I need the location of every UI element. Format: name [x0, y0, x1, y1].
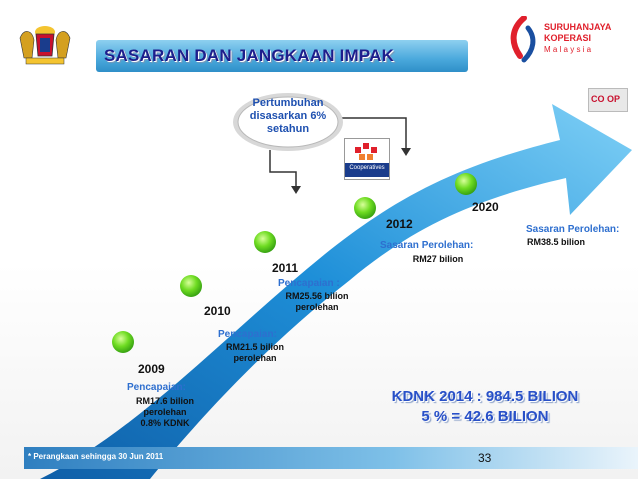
coop-logo	[588, 88, 628, 112]
year-2010: 2010	[204, 304, 231, 318]
cooperatives-badge-label: Cooperatives	[349, 165, 385, 171]
values-2011	[272, 291, 362, 313]
cooperatives-badge	[344, 138, 390, 180]
value-2009-kdnk: 0.8% KDNK	[140, 418, 190, 428]
value-2011-amount: RM25.56 bilion	[285, 291, 349, 301]
year-2020: 2020	[472, 200, 499, 214]
growth-line-2: disasarkan 6%	[249, 110, 327, 122]
milestone-dot-2010	[180, 275, 202, 297]
value-2020-amount: RM38.5 bilion	[526, 237, 585, 247]
suruhanjaya-koperasi-logo	[506, 14, 634, 78]
year-2011: 2011	[272, 261, 299, 275]
values-2020	[516, 237, 596, 248]
malaysia-coat-of-arms-icon	[14, 12, 76, 68]
slide-title: SASARAN DAN JANGKAAN IMPAK	[104, 46, 395, 65]
value-2012-amount: RM27 bilion	[412, 254, 464, 264]
suruhanjaya-koperasi-logo-icon	[506, 16, 540, 66]
label-2010: Pencapaian:	[218, 329, 277, 340]
kdnk-line-1: KDNK 2014 : 984.5 BILION	[391, 388, 579, 405]
value-2011-unit: perolehan	[295, 302, 339, 312]
cooperatives-year-badge-icon	[353, 141, 381, 163]
growth-bubble-text	[236, 97, 340, 136]
label-2020: Sasaran Perolehan:	[526, 224, 620, 235]
growth-line-1: Pertumbuhan	[252, 97, 324, 109]
milestone-dot-2020	[455, 173, 477, 195]
bubble-connector-left-arrowhead	[291, 186, 301, 194]
growth-line-3: setahun	[266, 123, 310, 135]
coop-logo-icon: CO OP	[591, 94, 621, 104]
agency-name-line1: SURUHANJAYA	[544, 22, 612, 32]
milestone-dot-2011	[254, 231, 276, 253]
label-2011: Pencapaian :	[278, 278, 340, 289]
values-2012	[398, 254, 478, 265]
value-2009-unit: perolehan	[143, 407, 187, 417]
bubble-connector-right-arrowhead	[401, 148, 411, 156]
page-number: 33	[478, 451, 492, 465]
value-2010-amount: RM21.5 bilion	[225, 342, 284, 352]
agency-name-line2: KOPERASI	[544, 33, 592, 43]
values-2009	[120, 396, 210, 429]
milestone-dot-2012	[354, 197, 376, 219]
year-2012: 2012	[386, 217, 413, 231]
label-2009: Pencapaian:	[127, 382, 186, 393]
footnote: * Perangkaan sehingga 30 Jun 2011	[28, 452, 164, 461]
milestone-dot-2009	[112, 331, 134, 353]
value-2009-amount: RM17.6 bilion	[135, 396, 194, 406]
kdnk-line-2: 5 % = 42.6 BILION	[421, 408, 549, 425]
label-2012: Sasaran Perolehan:	[380, 240, 474, 251]
value-2010-unit: perolehan	[233, 353, 277, 363]
values-2010	[210, 342, 300, 364]
bubble-connector-left	[270, 150, 296, 188]
year-2009: 2009	[138, 362, 165, 376]
agency-country: M a l a y s i a	[544, 45, 592, 54]
